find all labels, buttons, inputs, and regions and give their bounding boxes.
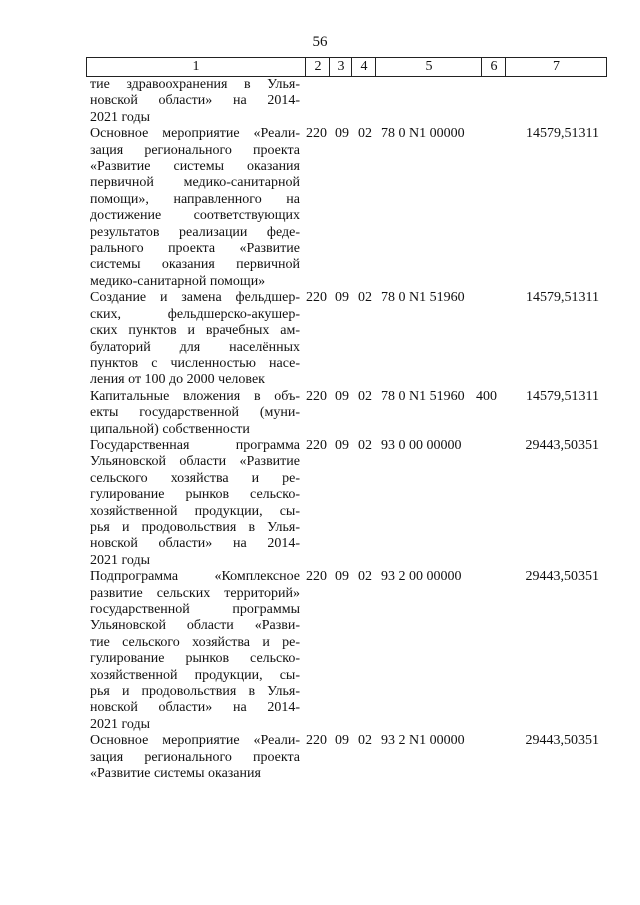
row-c4-cell: 02 (358, 290, 372, 306)
row-name-line: ских пунктов и врачебных ам- (90, 323, 300, 339)
row-name-line: гулирование рынков сельско- (90, 487, 300, 503)
row-name-line: хозяйственной продукции, сы- (90, 503, 300, 519)
row-name-line: «Развитие системы оказания (90, 159, 300, 175)
row-name-line: Подпрограмма «Комплексное (90, 569, 300, 585)
row-c3-cell: 09 (335, 437, 349, 453)
row-name-line: развитие сельских территорий» (90, 585, 300, 601)
row-name-line: Основное мероприятие «Реали- (90, 126, 300, 142)
row-name-line: екты государственной (муни- (90, 405, 300, 421)
row-name-line: рья и продовольствия в Улья- (90, 519, 300, 535)
row-c7-cell: 14579,51311 (526, 388, 599, 404)
row-name-line: помощи», направленного на (90, 191, 300, 207)
table-row (86, 438, 607, 569)
table-body (86, 77, 607, 782)
row-name-line: системы оказания первичной (90, 257, 300, 273)
header-col-7: 7 (505, 58, 607, 76)
row-name-cell (86, 290, 300, 388)
row-name-line: пунктов с численностью насе- (90, 355, 300, 371)
table-row (86, 77, 607, 126)
row-name-line: 2021 годы (90, 552, 151, 568)
row-c4-cell: 02 (358, 388, 372, 404)
row-c2-cell: 220 (306, 290, 327, 306)
row-name-line: рья и продовольствия в Улья- (90, 684, 300, 700)
row-c5-cell: 93 2 00 00000 (381, 569, 462, 585)
row-c5-cell: 78 0 N1 51960 (381, 290, 465, 306)
scan-edge-mark (0, 897, 60, 905)
header-col-3: 3 (329, 58, 352, 76)
row-name-line: Основное мероприятие «Реали- (90, 733, 300, 749)
row-c5-cell: 78 0 N1 51960 (381, 388, 465, 404)
row-name-line: рального проекта «Развитие (90, 241, 300, 257)
row-name-line: 2021 годы (90, 109, 151, 125)
row-c3-cell: 09 (335, 290, 349, 306)
row-c5-cell: 93 2 N1 00000 (381, 733, 465, 749)
row-name-line: первичной медико-санитарной (90, 175, 300, 191)
row-c4-cell: 02 (358, 126, 372, 142)
table-row (86, 290, 607, 388)
table-row (86, 389, 607, 438)
row-name-line: государственной программы (90, 602, 300, 617)
row-name-line: результатов реализации феде- (90, 224, 300, 240)
row-c7-cell: 14579,51311 (526, 290, 599, 306)
row-name-line: Ульяновской области «Развитие (90, 454, 300, 470)
row-name-line: ления от 100 до 2000 человек (90, 372, 265, 388)
row-name-line: Ульяновской области «Разви- (90, 618, 300, 634)
budget-table (86, 57, 607, 782)
row-c4-cell: 02 (358, 569, 372, 585)
row-name-line: ципальной) собственности (90, 421, 250, 437)
row-c7-cell: 29443,50351 (525, 569, 599, 585)
row-c2-cell: 220 (306, 569, 327, 585)
row-name-line: гулирование рынков сельско- (90, 651, 300, 667)
row-name-line: Государственная программа (90, 437, 300, 453)
row-c2-cell: 220 (306, 733, 327, 749)
header-col-5: 5 (375, 58, 482, 76)
row-name-cell (86, 389, 300, 438)
row-c3-cell: 09 (335, 569, 349, 585)
row-name-cell (86, 126, 300, 290)
row-name-line: 2021 годы (90, 716, 151, 732)
row-name-line: новской области» на 2014- (90, 93, 300, 109)
header-col-1: 1 (192, 59, 200, 74)
row-name-cell (86, 569, 300, 733)
row-name-line: тие здравоохранения в Улья- (90, 77, 300, 92)
row-c7-cell: 29443,50351 (525, 437, 599, 453)
row-name-line: зация регионального проекта (90, 749, 300, 765)
row-name-cell (86, 438, 300, 569)
table-row (86, 126, 607, 290)
table-row (86, 733, 607, 782)
header-col-4: 4 (351, 58, 376, 76)
row-c6-cell: 400 (476, 388, 497, 404)
row-c5-cell: 78 0 N1 00000 (381, 126, 465, 142)
row-name-line: Капитальные вложения в объ- (90, 388, 300, 404)
row-c3-cell: 09 (335, 733, 349, 749)
header-col-6: 6 (481, 58, 506, 76)
row-c5-cell: 93 0 00 00000 (381, 437, 462, 453)
row-name-line: новской области» на 2014- (90, 700, 300, 716)
row-c2-cell: 220 (306, 388, 327, 404)
row-name-line: новской области» на 2014- (90, 536, 300, 552)
row-name-line: булаторий для населённых (90, 339, 300, 355)
row-name-line: хозяйственной продукции, сы- (90, 667, 300, 683)
row-c7-cell: 29443,50351 (525, 733, 599, 749)
row-name-line: зация регионального проекта (90, 142, 300, 158)
page-number: 56 (312, 34, 328, 50)
row-c7-cell: 14579,51311 (526, 126, 599, 142)
row-name-line: Создание и замена фельдшер- (90, 290, 300, 306)
table-row (86, 569, 607, 733)
row-c4-cell: 02 (358, 437, 372, 453)
row-name-cell (86, 733, 300, 782)
row-name-line: ских, фельдшерско-акушер- (90, 306, 300, 322)
row-name-cell (86, 77, 300, 126)
row-c4-cell: 02 (358, 733, 372, 749)
row-name-line: достижение соответствующих (90, 208, 300, 224)
row-c2-cell: 220 (306, 126, 327, 142)
row-name-line: «Развитие системы оказания (90, 766, 261, 782)
row-c2-cell: 220 (306, 437, 327, 453)
table-header (86, 57, 607, 77)
header-col-2: 2 (305, 58, 330, 76)
row-name-line: тие сельского хозяйства и ре- (90, 634, 300, 650)
row-c3-cell: 09 (335, 388, 349, 404)
row-name-line: сельского хозяйства и ре- (90, 470, 300, 486)
row-c3-cell: 09 (335, 126, 349, 142)
row-name-line: медико-санитарной помощи» (90, 273, 266, 289)
